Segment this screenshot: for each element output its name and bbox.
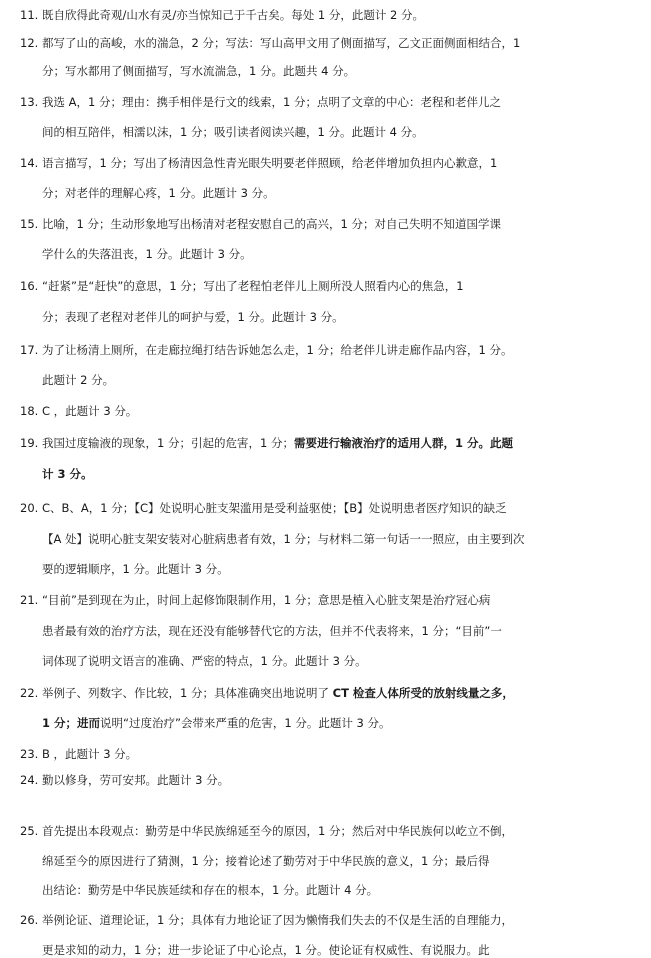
answer-text (42, 156, 497, 171)
answer-text-bold-segment: 计 3 分。 (42, 467, 93, 481)
answer-text (42, 125, 424, 140)
answer-text-bold-segment: 需要进行输液治疗的适用人群，1 分。此题 (293, 436, 513, 450)
answer-text (42, 373, 114, 388)
answer-text-segment: 比喻，1 分；生动形象地写出杨清对老程安慰自己的高兴，1 分；对自己失明不知道国学课 (42, 217, 501, 231)
answer-text (42, 654, 367, 669)
answer-text-segment: 语言描写，1 分；写出了杨清因急性青光眼失明要老伴照顾，给老伴增加负担内心歉意，1 (42, 156, 498, 170)
answer-text (42, 562, 229, 577)
answer-text-segment: 说明“过度治疗”会带来严重的危害，1 分。此题计 3 分。 (100, 716, 391, 730)
answer-text-segment: “目前”是到现在为止，时间上起修饰限制作用，1 分；意思是植入心脏支架是治疗冠心病 (42, 593, 491, 607)
answer-text (42, 532, 525, 547)
answer-text-segment: 分；写水都用了侧面描写，写水流湍急，1 分。此题共 4 分。 (42, 64, 356, 78)
answer-text (42, 943, 489, 958)
answer-text (42, 686, 514, 701)
answer-text (42, 593, 490, 608)
answer-text (42, 501, 507, 516)
answer-text (42, 913, 513, 928)
item-number: 17. (20, 343, 39, 357)
answer-text-segment: B ，此题计 3 分。 (42, 747, 138, 761)
answer-text-segment: 既自欣得此奇观/山水有灵/亦当惊知己于千古矣。每处 1 分，此题计 2 分。 (42, 8, 425, 22)
answer-text-segment: “赶紧”是“赶快”的意思，1 分；写出了老程怕老伴儿上厕所没人照看内心的焦急，1 (42, 279, 464, 293)
answer-text-segment: C、B、A，1 分；【C】处说明心脏支架滥用是受利益驱使；【B】处说明患者医疗知识的缺乏 (42, 501, 507, 515)
answer-text (42, 883, 378, 898)
answer-text-segment: 更是求知的动力，1 分；进一步论证了中心论点，1 分。使论证有权威性、有说服力。此 (42, 943, 490, 957)
item-number: 14. (20, 156, 39, 170)
answer-text-segment: 为了让杨清上厕所，在走廊拉绳打结告诉她怎么走，1 分；给老伴儿讲走廊作品内容，1 分。 (42, 343, 513, 357)
answer-text-segment: 举例子、列数字、作比较，1 分；具体准确突出地说明了 (42, 686, 333, 700)
item-number: 26. (20, 913, 39, 927)
item-number: 19. (20, 436, 39, 450)
answer-text (42, 747, 137, 762)
answer-text (42, 279, 464, 294)
answer-text-segment: 患者最有效的治疗方法，现在还没有能够替代它的方法，但并不代表将来，1 分；“目前”一 (42, 624, 502, 638)
answer-text-segment: C ，此题计 3 分。 (42, 404, 138, 418)
item-number: 20. (20, 501, 39, 515)
answer-text-segment: 分；对老伴的理解心疼，1 分。此题计 3 分。 (42, 186, 275, 200)
answer-text-segment: 都写了山的高峻，水的湍急，2 分；写法：写山高甲文用了侧面描写，乙文正面侧面相结合，1 (42, 36, 521, 50)
answer-text (42, 624, 502, 639)
answer-text-segment: 词体现了说明文语言的准确、严密的特点，1 分。此题计 3 分。 (42, 654, 367, 668)
answer-text-segment: 此题计 2 分。 (42, 373, 115, 387)
answer-text-bold-segment: CT 检查人体所受的放射线量之多， (332, 686, 514, 700)
answer-text (42, 64, 355, 79)
item-number: 22. (20, 686, 39, 700)
answer-text (42, 436, 513, 451)
item-number: 13. (20, 95, 39, 109)
answer-text-segment: 【A 处】说明心脏支架安装对心脏病患者有效，1 分；与材料二第一句话一一照应，由主要到次 (42, 532, 525, 546)
item-number: 11. (20, 8, 39, 22)
answer-text (42, 217, 501, 232)
answer-text-segment: 学什么的失落沮丧，1 分。此题计 3 分。 (42, 247, 252, 261)
answer-text-segment: 绵延至今的原因进行了猜测，1 分；接着论述了勤劳对于中华民族的意义，1 分；最后得 (42, 854, 490, 868)
item-number: 24. (20, 773, 39, 787)
answer-text (42, 773, 229, 788)
answer-text-segment: 举例论证、道理论证，1 分；具体有力地论证了因为懒惰我们失去的不仅是生活的自理能力， (42, 913, 513, 927)
answer-text-segment: 分；表现了老程对老伴儿的呵护与爱，1 分。此题计 3 分。 (42, 310, 344, 324)
item-number: 23. (20, 747, 39, 761)
item-number: 21. (20, 593, 39, 607)
item-number: 16. (20, 279, 39, 293)
answer-text (42, 36, 520, 51)
answer-text (42, 247, 252, 262)
answer-text-segment: 我选 A，1 分；理由：携手相伴是行文的线索，1 分；点明了文章的中心：老程和老伴儿之 (42, 95, 501, 109)
item-number: 25. (20, 824, 39, 838)
answer-text (42, 467, 93, 482)
answer-text (42, 854, 489, 869)
answer-text-segment: 勤以修身，劳可安邦。此题计 3 分。 (42, 773, 230, 787)
answer-text (42, 404, 137, 419)
answer-text (42, 310, 344, 325)
answer-text (42, 716, 391, 731)
answer-text (42, 343, 512, 358)
answer-text-segment: 间的相互陪伴，相濡以沫，1 分；吸引读者阅读兴趣，1 分。此题计 4 分。 (42, 125, 424, 139)
answer-text (42, 8, 424, 23)
item-number: 12. (20, 36, 39, 50)
answer-text-bold-segment: 1 分；进而 (42, 716, 101, 730)
answer-text-segment: 出结论：勤劳是中华民族延续和存在的根本，1 分。此题计 4 分。 (42, 883, 379, 897)
item-number: 15. (20, 217, 39, 231)
item-number: 18. (20, 404, 39, 418)
answer-text (42, 824, 513, 839)
answer-text-segment: 要的逻辑顺序，1 分。此题计 3 分。 (42, 562, 229, 576)
answer-text-segment: 首先提出本段观点：勤劳是中华民族绵延至今的原因，1 分；然后对中华民族何以屹立不倒， (42, 824, 513, 838)
answer-text-segment: 我国过度输液的现象，1 分；引起的危害，1 分； (42, 436, 294, 450)
answer-text (42, 186, 275, 201)
answer-text (42, 95, 501, 110)
